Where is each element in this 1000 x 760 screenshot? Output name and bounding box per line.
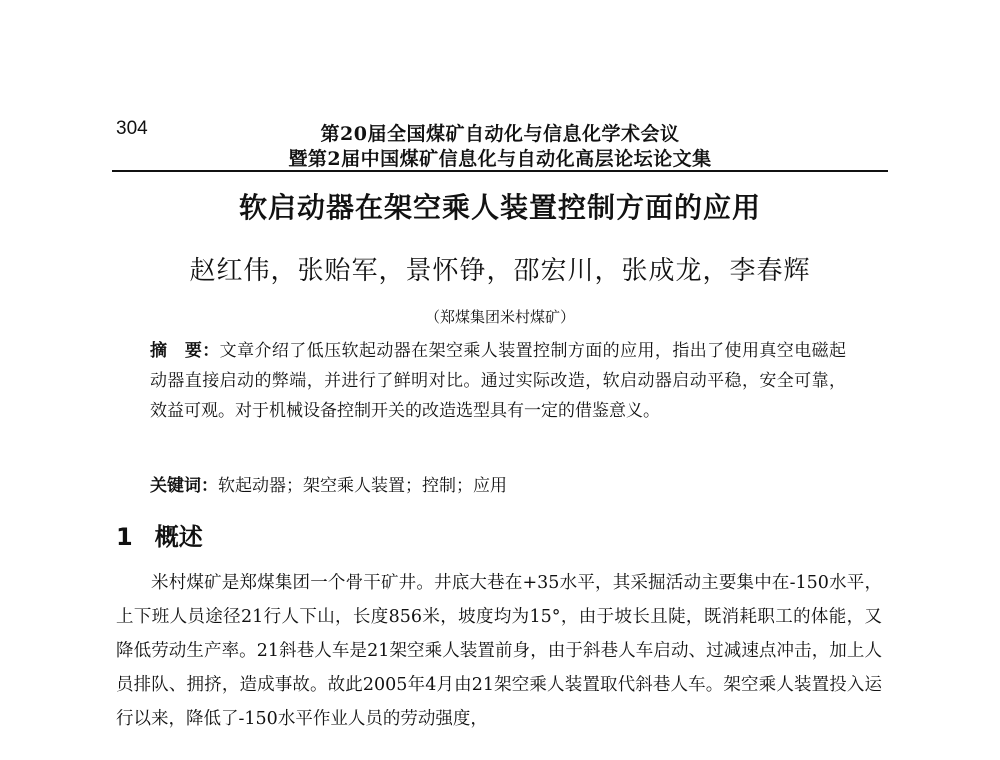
- author-list: 赵红伟，张贻军，景怀铮，邵宏川，张成龙，李春辉: [189, 256, 811, 286]
- page-number: 304: [116, 118, 148, 139]
- header-rule: [112, 170, 888, 172]
- section-body-paragraph: 米村煤矿是郑煤集团一个骨干矿井。井底大巷在+35水平，其采掘活动主要集中在-150水平，上下班人员途径21行人下山，长度856米，坡度均为15°，由于坡长且陡，既消耗职工的体能，又降低劳动生产率。21斜巷人车是21架空乘人装置前身，由于斜巷人车启动、过减速点冲击，加上人员排队、拥挤，造成事故。故此2005年4月由21架空乘人装置取代斜巷人车。架空乘人装置投入运行以来，降低了-150水平作业人员的劳动强度，: [116, 573, 882, 729]
- abstract-label: 摘 要：: [150, 341, 220, 361]
- proceedings-header-line-1: 第20届全国煤矿自动化与信息化学术会议: [320, 123, 680, 145]
- affiliation: （郑煤集团米村煤矿）: [424, 308, 575, 326]
- section-title: 概述: [154, 523, 203, 551]
- abstract-text: 文章介绍了低压软起动器在架空乘人装置控制方面的应用，指出了使用真空电磁起动器直接启动的弊端，并进行了鲜明对比。通过实际改造，软启动器启动平稳，安全可靠，效益可观。对于机械设备控制开关的改造选型具有一定的借鉴意义。: [150, 341, 847, 421]
- article-title: 软启动器在架空乘人装置控制方面的应用: [238, 191, 761, 224]
- keywords-label: 关键词：: [150, 476, 218, 496]
- keywords-text: 软起动器；架空乘人装置；控制；应用: [218, 476, 507, 496]
- section-number: 1: [116, 523, 133, 551]
- proceedings-header-line-2: 暨第2届中国煤矿信息化与自动化高层论坛论文集: [288, 148, 712, 170]
- keywords: [150, 471, 846, 496]
- section-heading: [116, 517, 203, 552]
- abstract: [150, 336, 846, 426]
